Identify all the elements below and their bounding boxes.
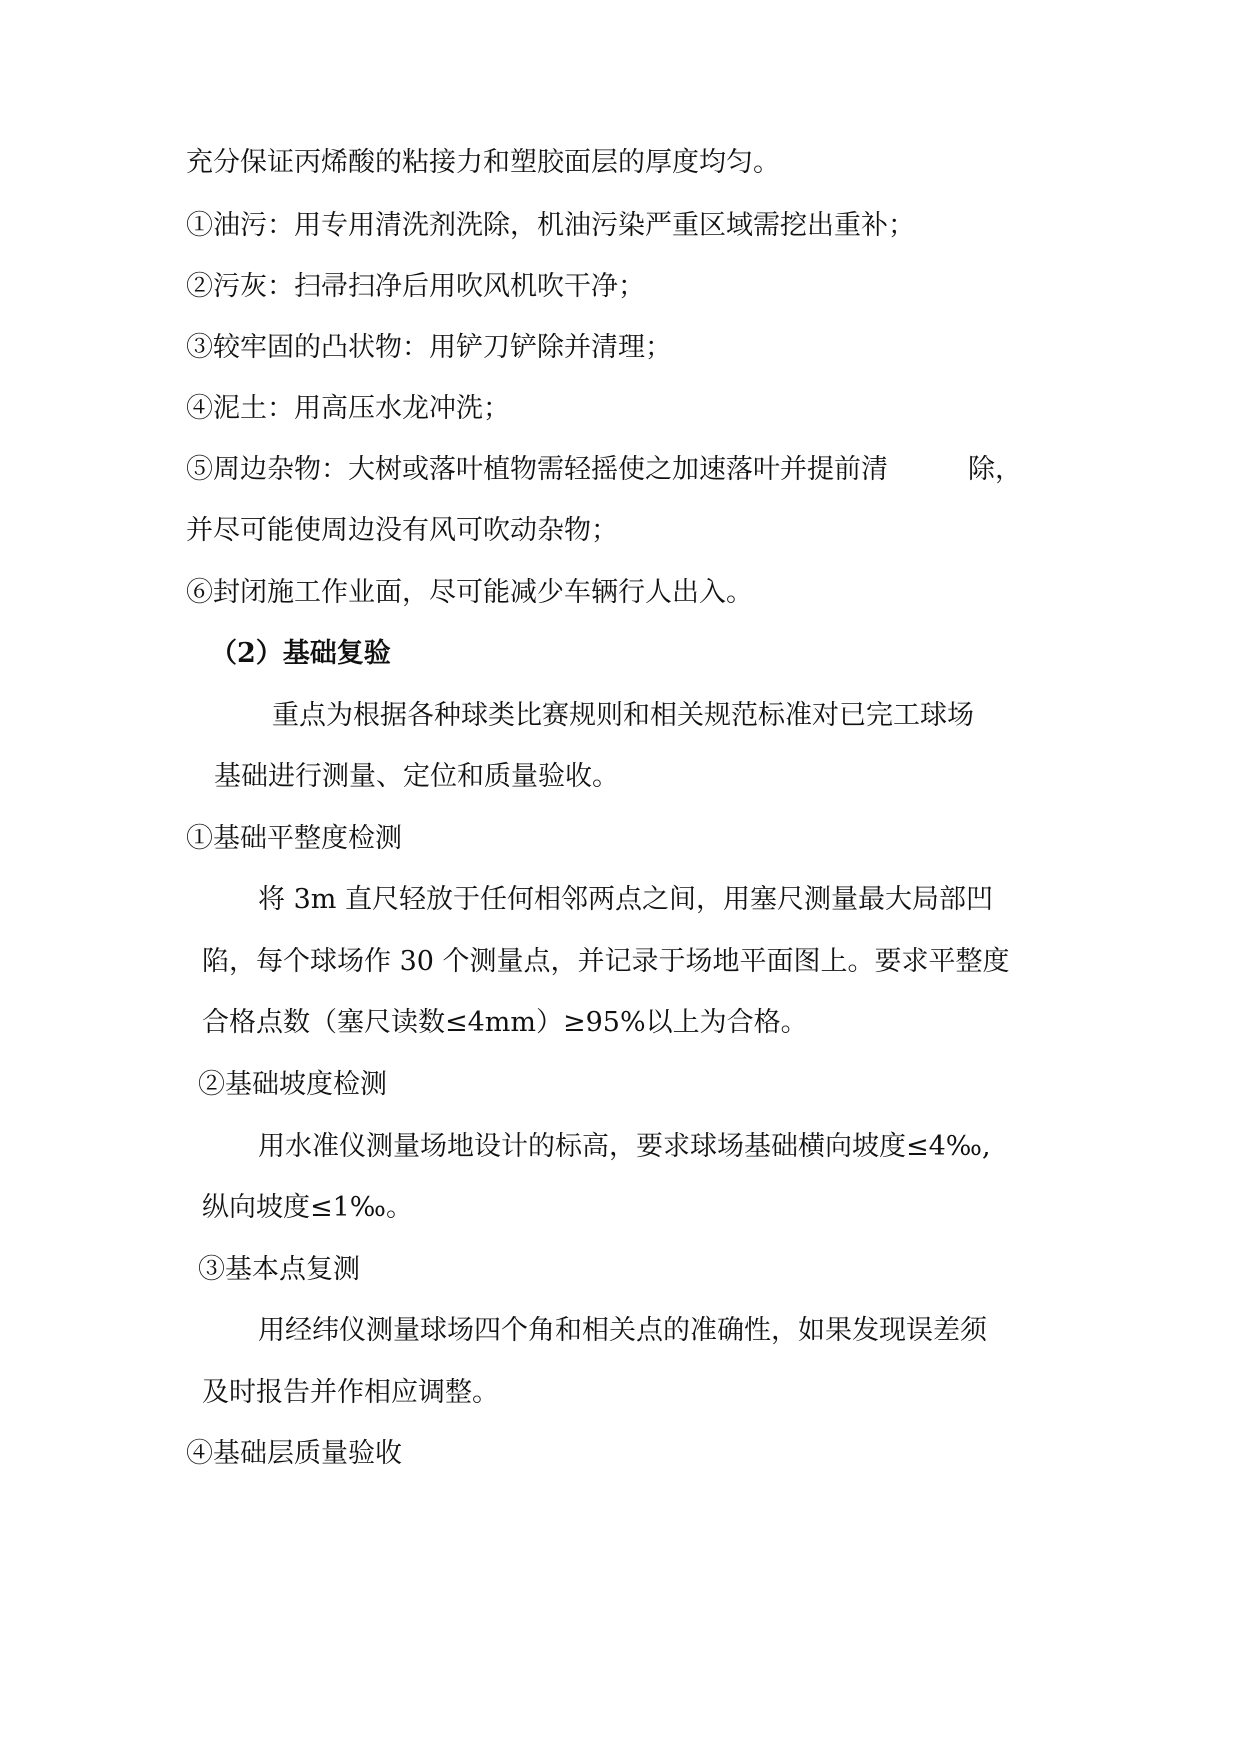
paragraph-line: 纵向坡度≤1‰。	[202, 1192, 414, 1223]
paragraph-line: 充分保证丙烯酸的粘接力和塑胶面层的厚度均匀。	[186, 147, 780, 178]
paragraph-line: 陷，每个球场作 30 个测量点，并记录于场地平面图上。要求平整度	[202, 946, 1010, 977]
paragraph-line: 基础进行测量、定位和质量验收。	[214, 761, 619, 792]
list-item-debris-tail: 除，	[968, 454, 1022, 485]
list-item-protrusions: ③较牢固的凸状物：用铲刀铲除并清理；	[186, 332, 672, 363]
subheading-slope: ②基础坡度检测	[198, 1069, 387, 1100]
list-item-debris-continued: 并尽可能使周边没有风可吹动杂物；	[186, 515, 618, 546]
paragraph-line: 重点为根据各种球类比赛规则和相关规范标准对已完工球场	[272, 700, 974, 731]
list-item-mud: ④泥土：用高压水龙冲洗；	[186, 393, 510, 424]
list-item-oil: ①油污：用专用清洗剂洗除，机油污染严重区域需挖出重补；	[186, 210, 915, 241]
subheading-flatness: ①基础平整度检测	[186, 823, 402, 854]
paragraph-line: 用水准仪测量场地设计的标高，要求球场基础横向坡度≤4‰,	[258, 1131, 991, 1162]
paragraph-line: 用经纬仪测量球场四个角和相关点的准确性，如果发现误差须	[258, 1315, 987, 1346]
paragraph-line: 及时报告并作相应调整。	[202, 1377, 499, 1408]
subheading-base-points: ③基本点复测	[198, 1254, 360, 1285]
section-heading: （2）基础复验	[210, 638, 391, 669]
paragraph-line: 合格点数（塞尺读数≤4mm）≥95%以上为合格。	[202, 1007, 808, 1038]
list-item-dust: ②污灰：扫帚扫净后用吹风机吹干净；	[186, 271, 645, 302]
subheading-quality-acceptance: ④基础层质量验收	[186, 1438, 402, 1469]
list-item-close-area: ⑥封闭施工作业面，尽可能减少车辆行人出入。	[186, 577, 753, 608]
paragraph-line: 将 3m 直尺轻放于任何相邻两点之间，用塞尺测量最大局部凹	[258, 884, 993, 915]
list-item-debris	[186, 453, 1022, 487]
list-item-debris-text: ⑤周边杂物：大树或落叶植物需轻摇使之加速落叶并提前清	[186, 454, 888, 485]
